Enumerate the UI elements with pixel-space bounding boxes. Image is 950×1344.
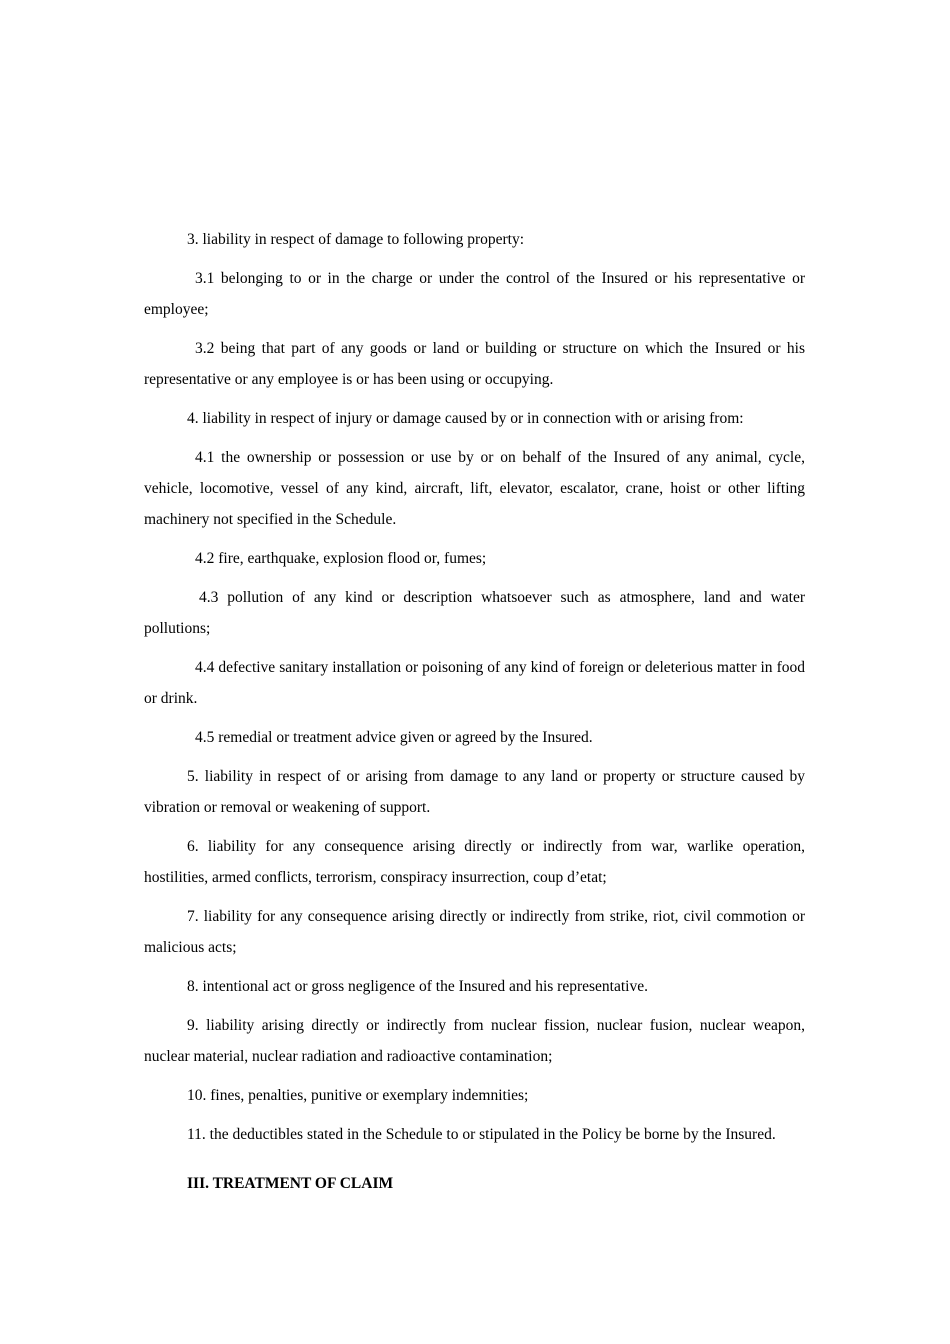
clause-8: 8. intentional act or gross negligence of the Insured and his representative. bbox=[187, 978, 648, 995]
clause-4-2: 4.2 fire, earthquake, explosion flood or, fumes; bbox=[195, 550, 487, 567]
document-body bbox=[144, 224, 805, 1199]
clause-10: 10. fines, penalties, punitive or exemplary indemnities; bbox=[187, 1087, 529, 1104]
clause-3-2: 3.2 being that part of any goods or land or building or structure on which the Insured or his representative or any employee is or has been using or occupying. bbox=[144, 340, 805, 388]
clause-6: 6. liability for any consequence arising directly or indirectly from war, warlike operation, hostilities, armed conflicts, terrorism, conspiracy insurrection, coup d’etat; bbox=[144, 838, 805, 886]
clause-3-1: 3.1 belonging to or in the charge or under the control of the Insured or his representative or employee; bbox=[144, 270, 805, 318]
section-heading: III. TREATMENT OF CLAIM bbox=[187, 1175, 394, 1192]
clause-4: 4. liability in respect of injury or damage caused by or in connection with or arising from: bbox=[187, 410, 744, 427]
clause-4-4: 4.4 defective sanitary installation or poisoning of any kind of foreign or deleterious matter in food or drink. bbox=[144, 659, 805, 707]
clause-4-3: 4.3 pollution of any kind or description whatsoever such as atmosphere, land and water pollutions; bbox=[144, 589, 805, 637]
clause-4-1: 4.1 the ownership or possession or use by or on behalf of the Insured of any animal, cycle, vehicle, locomotive, vessel of any kind, aircraft, lift, elevator, escalator, crane, hoist or other lifting machinery not specified in the Schedule. bbox=[144, 449, 805, 528]
clause-3: 3. liability in respect of damage to following property: bbox=[187, 231, 525, 248]
clause-9: 9. liability arising directly or indirectly from nuclear fission, nuclear fusion, nuclear weapon, nuclear material, nuclear radiation and radioactive contamination; bbox=[144, 1017, 805, 1065]
clause-4-5: 4.5 remedial or treatment advice given or agreed by the Insured. bbox=[195, 729, 593, 746]
clause-7: 7. liability for any consequence arising directly or indirectly from strike, riot, civil commotion or malicious acts; bbox=[144, 908, 805, 956]
clause-5: 5. liability in respect of or arising from damage to any land or property or structure caused by vibration or removal or weakening of support. bbox=[144, 768, 805, 816]
clause-11: 11. the deductibles stated in the Schedule to or stipulated in the Policy be borne by the Insured. bbox=[187, 1126, 776, 1143]
